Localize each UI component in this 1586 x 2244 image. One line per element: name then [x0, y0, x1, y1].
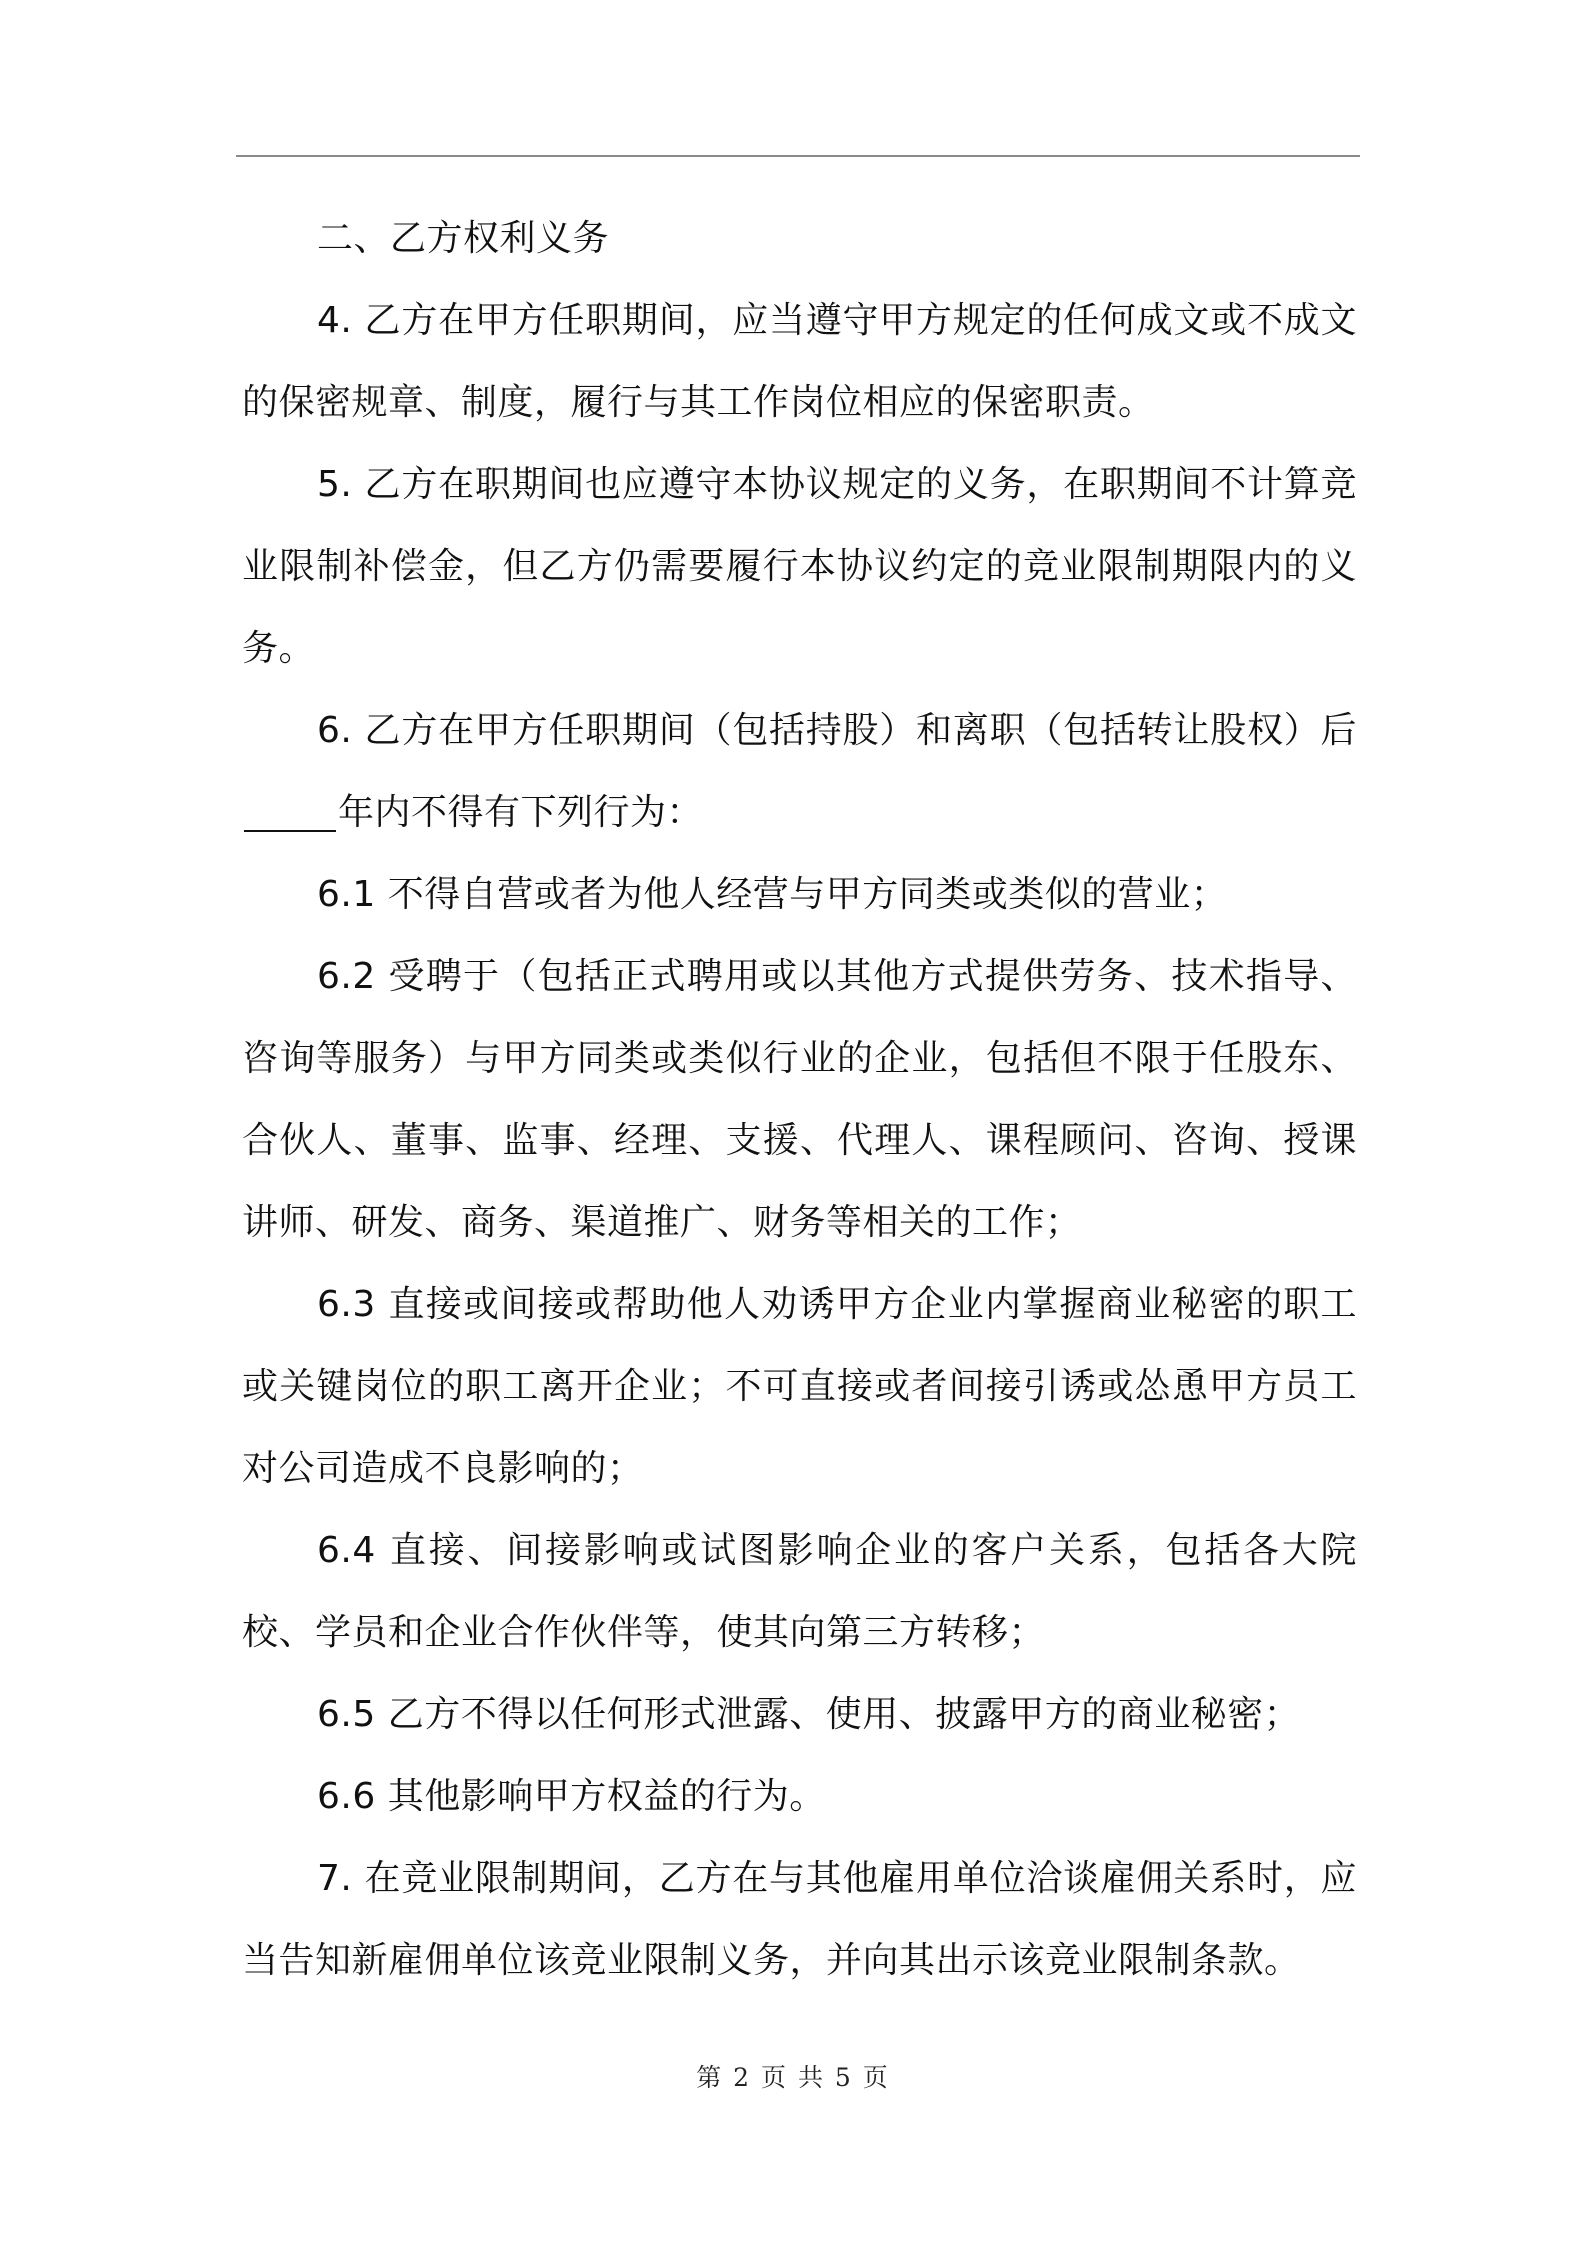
clause-6-text-before: 6. 乙方在甲方任职期间（包括持股）和离职（包括转让股权）后	[317, 710, 1357, 751]
clause-5: 5. 乙方在职期间也应遵守本协议规定的义务，在职期间不计算竞业限制补偿金，但乙方仍需要履行本协议约定的竞业限制期限内的义务。	[242, 464, 1357, 669]
clause-7: 7. 在竞业限制期间，乙方在与其他雇用单位洽谈雇佣关系时，应当告知新雇佣单位该竞业限制义务，并向其出示该竞业限制条款。	[242, 1858, 1357, 1981]
fill-in-blank-years	[244, 790, 336, 832]
clause-4: 4. 乙方在甲方任职期间，应当遵守甲方规定的任何成文或不成文的保密规章、制度，履行与其工作岗位相应的保密职责。	[242, 300, 1357, 423]
clause-6-1: 6.1 不得自营或者为他人经营与甲方同类或类似的营业；	[317, 874, 1228, 915]
clause-6-5: 6.5 乙方不得以任何形式泄露、使用、披露甲方的商业秘密；	[317, 1694, 1301, 1735]
clause-6-4: 6.4 直接、间接影响或试图影响企业的客户关系，包括各大院校、学员和企业合作伙伴等，使其向第三方转移；	[242, 1530, 1357, 1653]
section-heading: 二、乙方权利义务	[317, 218, 610, 259]
clause-6-3: 6.3 直接或间接或帮助他人劝诱甲方企业内掌握商业秘密的职工或关键岗位的职工离开企业；不可直接或者间接引诱或怂恿甲方员工对公司造成不良影响的；	[242, 1284, 1357, 1489]
clause-6	[242, 690, 1357, 854]
page-number-footer: 第 2 页 共 5 页	[696, 2063, 890, 2092]
clause-6-2: 6.2 受聘于（包括正式聘用或以其他方式提供劳务、技术指导、咨询等服务）与甲方同类或类似行业的企业，包括但不限于任股东、合伙人、董事、监事、经理、支援、代理人、课程顾问、咨询、授课讲师、研发、商务、渠道推广、财务等相关的工作；	[242, 956, 1357, 1243]
clause-6-text-after: 年内不得有下列行为：	[338, 792, 704, 833]
document-body	[242, 198, 1357, 2002]
clause-6-6: 6.6 其他影响甲方权益的行为。	[317, 1776, 826, 1817]
header-rule	[236, 155, 1360, 157]
